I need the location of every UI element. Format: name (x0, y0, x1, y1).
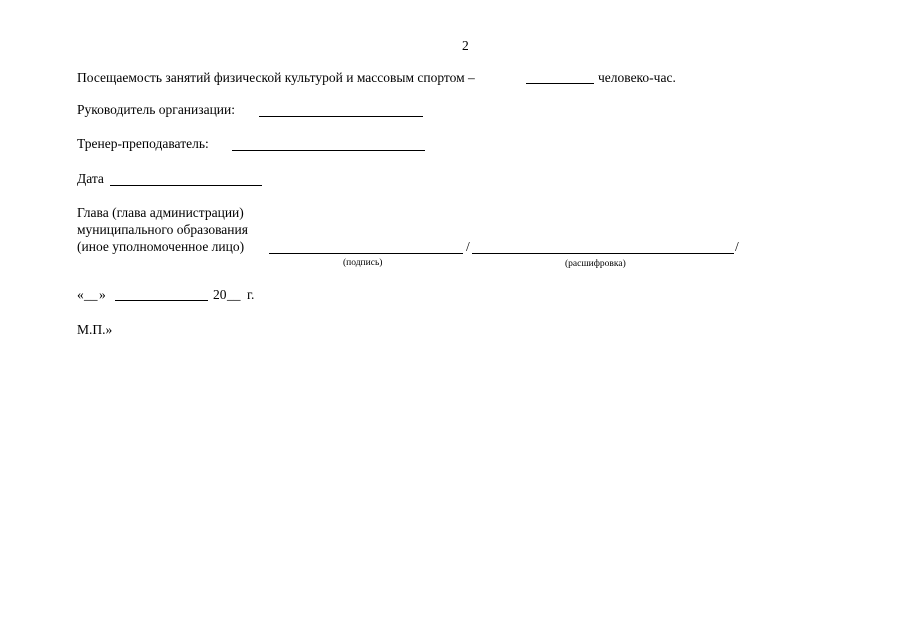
date-day-blank[interactable]: __ (84, 287, 98, 302)
page-number: 2 (462, 38, 469, 53)
municipal-head-line3: (иное уполномоченное лицо) (77, 239, 245, 254)
date-year-blank[interactable]: __ (227, 287, 241, 302)
date-year-prefix: 20 (213, 287, 227, 302)
stamp-label: М.П.» (77, 322, 113, 337)
decoding-closing-slash: / (735, 239, 739, 254)
date-open-quote: « (77, 287, 84, 302)
trainer-label: Тренер-преподаватель: (77, 136, 209, 151)
date-label: Дата (77, 171, 104, 186)
attendance-label: Посещаемость занятий физической культурой и массовым спортом – (77, 70, 475, 85)
date-input-line[interactable] (110, 185, 262, 186)
date-close-quote: » (99, 287, 106, 302)
head-of-org-label: Руководитель организации: (77, 102, 236, 117)
signature-separator: / (466, 239, 470, 254)
signature-input-line[interactable] (269, 253, 463, 254)
date-month-input-line[interactable] (115, 300, 208, 301)
municipal-head-line2: муниципального образования (77, 222, 248, 237)
trainer-input-line[interactable] (232, 150, 425, 151)
decoding-input-line[interactable] (472, 253, 734, 254)
head-of-org-input-line[interactable] (259, 116, 423, 117)
attendance-unit: человеко-час. (598, 70, 676, 85)
date-year-suffix: г. (247, 287, 255, 302)
signature-caption: (подпись) (343, 258, 383, 268)
municipal-head-line1: Глава (глава администрации) (77, 205, 244, 220)
attendance-input-line[interactable] (526, 83, 594, 84)
decoding-caption: (расшифровка) (565, 259, 626, 269)
